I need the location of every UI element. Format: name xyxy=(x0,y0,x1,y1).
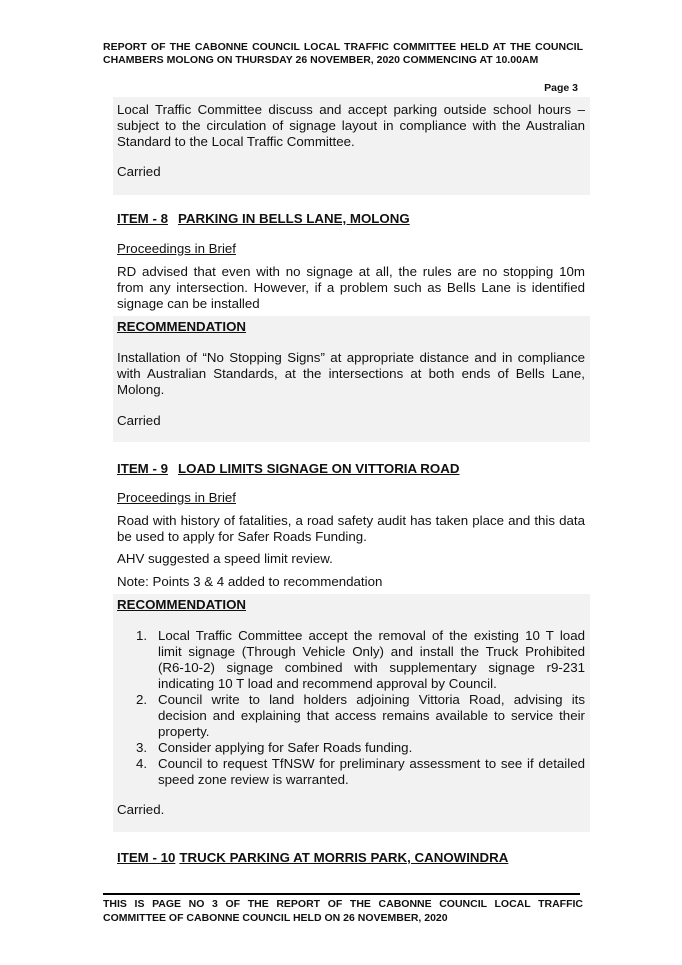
item9-proceedings-text: Road with history of fatalities, a road safety audit has taken place and this data be used to apply for Safer Roads Funding. xyxy=(117,513,585,544)
list-number: 2. xyxy=(136,692,148,707)
item8-recommendation-heading: RECOMMENDATION xyxy=(117,319,247,334)
item10-number: ITEM - 10 xyxy=(117,850,176,865)
list-text: Consider applying for Safer Roads funding. xyxy=(158,740,413,755)
page-footer: THIS IS PAGE NO 3 OF THE REPORT OF THE CABONNE COUNCIL LOCAL TRAFFIC COMMITTEE OF CABONNE COUNCIL HELD ON 26 NOVEMBER, 2020 xyxy=(103,898,583,924)
item8-heading xyxy=(117,211,585,227)
item8-proceedings-heading: Proceedings in Brief xyxy=(117,241,236,256)
item9-ahv-text: AHV suggested a speed limit review. xyxy=(117,551,333,566)
item9-carried: Carried. xyxy=(117,802,165,817)
item9-number: ITEM - 9 xyxy=(117,461,168,476)
list-text: Council to request TfNSW for preliminary assessment to see if detailed speed zone review is warranted. xyxy=(158,756,585,787)
item9-heading xyxy=(117,461,585,477)
list-item xyxy=(136,756,585,788)
item8-recommendation-text: Installation of “No Stopping Signs” at appropriate distance and in compliance with Australian Standards, at the intersections at both ends of Bells Lane, Molong. xyxy=(117,350,585,397)
list-item xyxy=(136,628,585,692)
list-number: 4. xyxy=(136,756,148,771)
list-text: Local Traffic Committee accept the removal of the existing 10 T load limit signage (Through Vehicle Only) and install the Truck Prohibited (R6-10-2) signage combined with supplementary signage r9-231 indicating 10 T load and recommend approval by Council. xyxy=(158,628,585,691)
list-item xyxy=(136,692,585,740)
continued-recommendation-text: Local Traffic Committee discuss and accept parking outside school hours – subject to the circulation of signage layout in compliance with the Australian Standard to the Local Traffic Committee. xyxy=(117,102,585,149)
item10-title: TRUCK PARKING AT MORRIS PARK, CANOWINDRA xyxy=(179,850,509,865)
page-number: Page 3 xyxy=(544,82,578,94)
item8-proceedings-text: RD advised that even with no signage at all, the rules are no stopping 10m from any intersection. However, if a problem such as Bells Lane is identified signage can be installed xyxy=(117,264,585,311)
item9-recommendation-heading: RECOMMENDATION xyxy=(117,597,247,612)
list-number: 3. xyxy=(136,740,148,755)
item9-title: LOAD LIMITS SIGNAGE ON VITTORIA ROAD xyxy=(177,461,460,476)
list-item xyxy=(136,740,585,756)
list-text: Council write to land holders adjoining Vittoria Road, advising its decision and explaining that access remains available to service their property. xyxy=(158,692,585,739)
item9-proceedings-heading: Proceedings in Brief xyxy=(117,490,236,505)
list-number: 1. xyxy=(136,628,148,643)
item8-number: ITEM - 8 xyxy=(117,211,168,226)
item9-recommendation-list xyxy=(136,628,585,788)
footer-divider xyxy=(103,893,580,895)
item8-carried: Carried xyxy=(117,413,161,428)
continued-carried: Carried xyxy=(117,164,161,179)
item10-heading xyxy=(117,850,585,866)
report-header: REPORT OF THE CABONNE COUNCIL LOCAL TRAFFIC COMMITTEE HELD AT THE COUNCIL CHAMBERS MOLONG ON THURSDAY 26 NOVEMBER, 2020 COMMENCING AT 10.00AM xyxy=(103,41,583,66)
item9-note-text: Note: Points 3 & 4 added to recommendation xyxy=(117,574,383,589)
item8-title: PARKING IN BELLS LANE, MOLONG xyxy=(177,211,410,226)
